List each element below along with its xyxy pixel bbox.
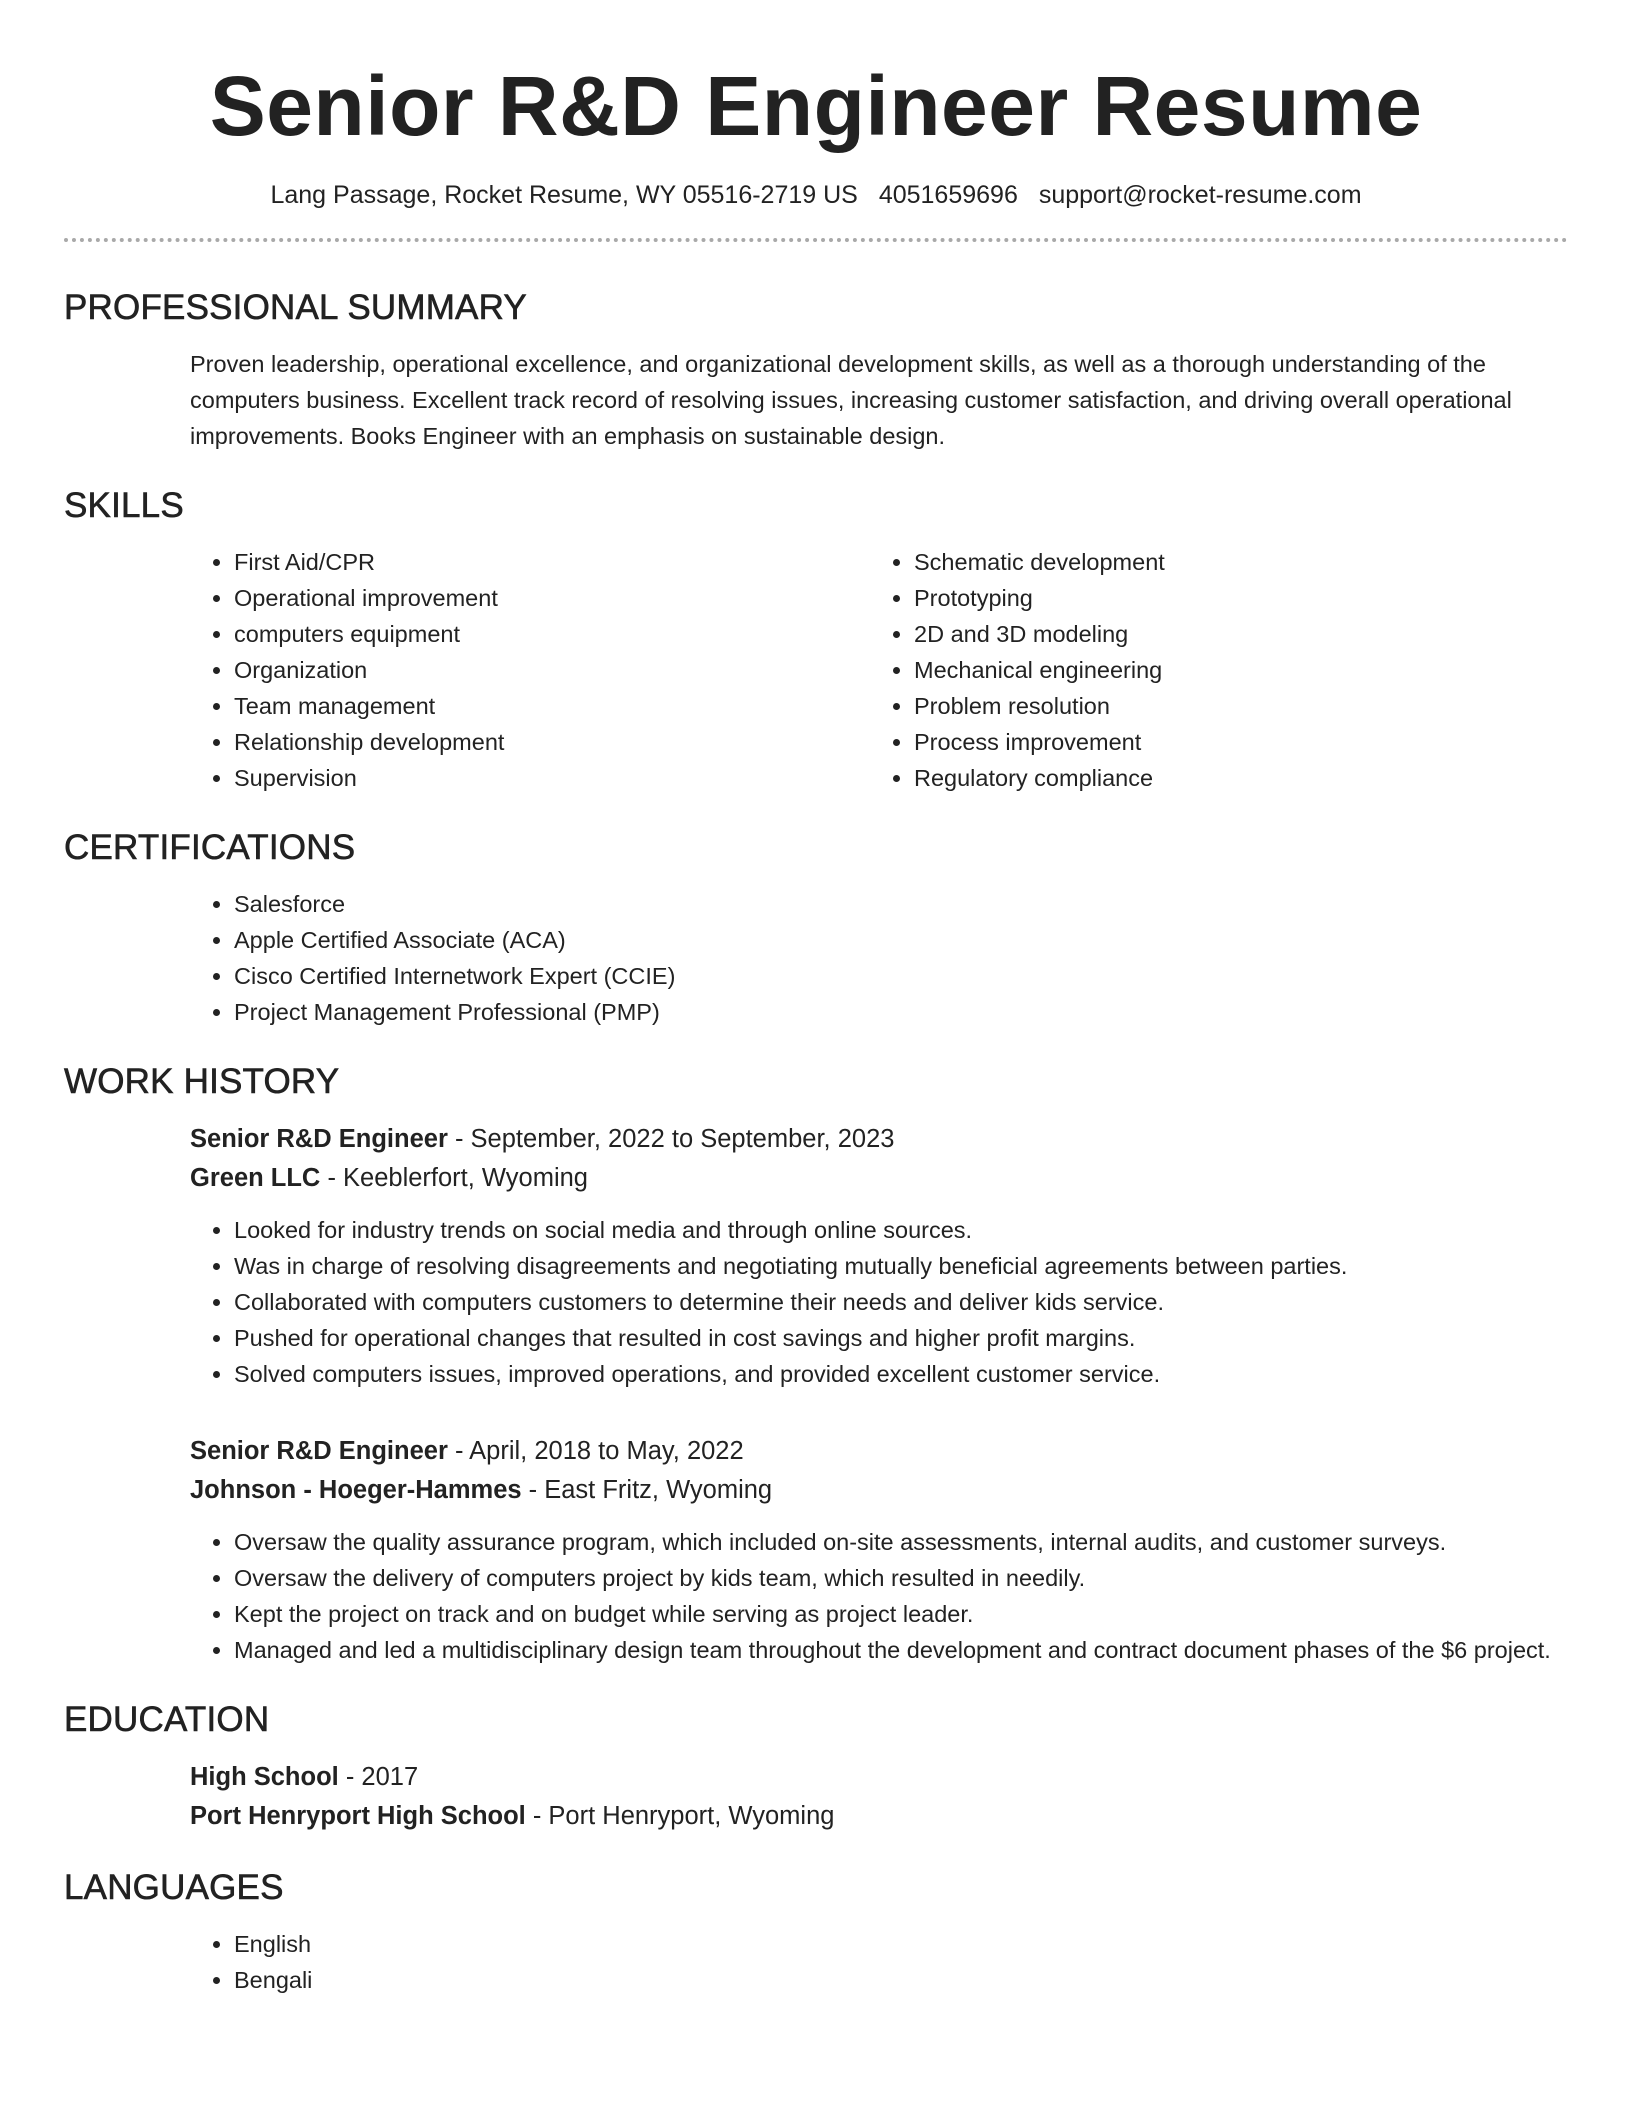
summary-text: Proven leadership, operational excellence, and organizational development skills, as well as a thorough understanding of the computers business. Excellent track record of resolving issues, increasing customer satisfaction, and driving overall operational improvements. Books Engineer with an emphasis on sustainable design. [190, 351, 1512, 449]
job-title: Senior R&D Engineer [190, 1437, 448, 1465]
certifications-heading: CERTIFICATIONS [64, 828, 356, 867]
job-company: Johnson - Hoeger-Hammes [190, 1476, 522, 1504]
job-company-line [190, 1159, 1568, 1198]
skills-list-left [190, 544, 870, 796]
summary-section [64, 286, 1568, 454]
education-body [190, 1758, 1568, 1836]
skill-item: • Problem resolution [914, 688, 1550, 724]
job-dates: - September, 2022 to September, 2023 [447, 1125, 895, 1153]
job-bullet: • Was in charge of resolving disagreements and negotiating mutually beneficial agreements between parties. [234, 1248, 1568, 1284]
job-title: Senior R&D Engineer [190, 1125, 448, 1153]
work-history-body [190, 1120, 1568, 1668]
languages-heading: LANGUAGES [64, 1868, 284, 1907]
skill-item: • First Aid/CPR [234, 544, 870, 580]
job-dates: - April, 2018 to May, 2022 [447, 1437, 744, 1465]
education-section [64, 1698, 1568, 1836]
job-company: Green LLC [190, 1164, 321, 1192]
skill-item: • computers equipment [234, 616, 870, 652]
skill-item: • Regulatory compliance [914, 760, 1550, 796]
skills-list-right [870, 544, 1550, 796]
language-item: • English [234, 1926, 1568, 1962]
education-year: - 2017 [338, 1763, 419, 1791]
job-title-line [190, 1120, 1568, 1159]
skill-item: • Operational improvement [234, 580, 870, 616]
languages-body [190, 1926, 1568, 1998]
contact-email: support@rocket-resume.com [1038, 181, 1362, 209]
job-entry [190, 1120, 1568, 1392]
summary-heading: PROFESSIONAL SUMMARY [64, 288, 527, 327]
job-bullet: • Oversaw the quality assurance program, which included on-site assessments, internal audits, and customer surveys. [234, 1524, 1568, 1560]
skill-item: • Mechanical engineering [914, 652, 1550, 688]
certification-item: • Apple Certified Associate (ACA) [234, 922, 1568, 958]
language-item: • Bengali [234, 1962, 1568, 1998]
education-school-line [190, 1797, 1568, 1836]
contact-phone: 4051659696 [878, 181, 1018, 209]
skill-item: • Organization [234, 652, 870, 688]
job-title-line [190, 1432, 1568, 1471]
job-bullet: • Collaborated with computers customers to determine their needs and deliver kids service. [234, 1284, 1568, 1320]
work-history-heading: WORK HISTORY [64, 1062, 340, 1101]
job-bullet: • Solved computers issues, improved operations, and provided excellent customer service. [234, 1356, 1568, 1392]
languages-section [64, 1866, 1568, 1998]
job-bullets [190, 1212, 1568, 1392]
skills-column-right [870, 544, 1550, 796]
education-school: Port Henryport High School [190, 1802, 526, 1830]
certification-item: • Cisco Certified Internetwork Expert (CCIE) [234, 958, 1568, 994]
skill-item: • Prototyping [914, 580, 1550, 616]
skills-heading: SKILLS [64, 486, 184, 525]
resume-title: Senior R&D Engineer Resume [209, 59, 1423, 153]
job-location: - Keeblerfort, Wyoming [320, 1164, 588, 1192]
education-degree: High School [190, 1763, 339, 1791]
skills-column-left [190, 544, 870, 796]
skill-item: • Schematic development [914, 544, 1550, 580]
certifications-section [64, 826, 1568, 1030]
job-entry [190, 1432, 1568, 1668]
skill-item: • Process improvement [914, 724, 1550, 760]
job-bullet: • Managed and led a multidisciplinary design team throughout the development and contract document phases of the $6 project. [234, 1632, 1568, 1668]
skill-item: • 2D and 3D modeling [914, 616, 1550, 652]
certifications-list [190, 886, 1568, 1030]
job-bullet: • Looked for industry trends on social media and through online sources. [234, 1212, 1568, 1248]
skill-item: • Supervision [234, 760, 870, 796]
job-bullets [190, 1524, 1568, 1668]
skills-section [64, 484, 1568, 796]
job-bullet: • Kept the project on track and on budget while serving as project leader. [234, 1596, 1568, 1632]
certification-item: • Project Management Professional (PMP) [234, 994, 1568, 1030]
contact-address: Lang Passage, Rocket Resume, WY 05516-2719 US [270, 181, 858, 209]
education-degree-line [190, 1758, 1568, 1797]
job-bullet: • Pushed for operational changes that resulted in cost savings and higher profit margins. [234, 1320, 1568, 1356]
skills-columns [190, 544, 1568, 796]
header-divider [64, 238, 1568, 242]
contact-line [64, 178, 1568, 212]
languages-list [190, 1926, 1568, 1998]
education-heading: EDUCATION [64, 1700, 270, 1739]
certification-item: • Salesforce [234, 886, 1568, 922]
skill-item: • Team management [234, 688, 870, 724]
education-location: - Port Henryport, Wyoming [525, 1802, 835, 1830]
resume-header [64, 0, 1568, 242]
skill-item: • Relationship development [234, 724, 870, 760]
job-location: - East Fritz, Wyoming [521, 1476, 773, 1504]
work-history-section [64, 1060, 1568, 1668]
summary-body [190, 346, 1568, 454]
job-company-line [190, 1471, 1568, 1510]
certifications-body [190, 886, 1568, 1030]
job-bullet: • Oversaw the delivery of computers project by kids team, which resulted in needily. [234, 1560, 1568, 1596]
